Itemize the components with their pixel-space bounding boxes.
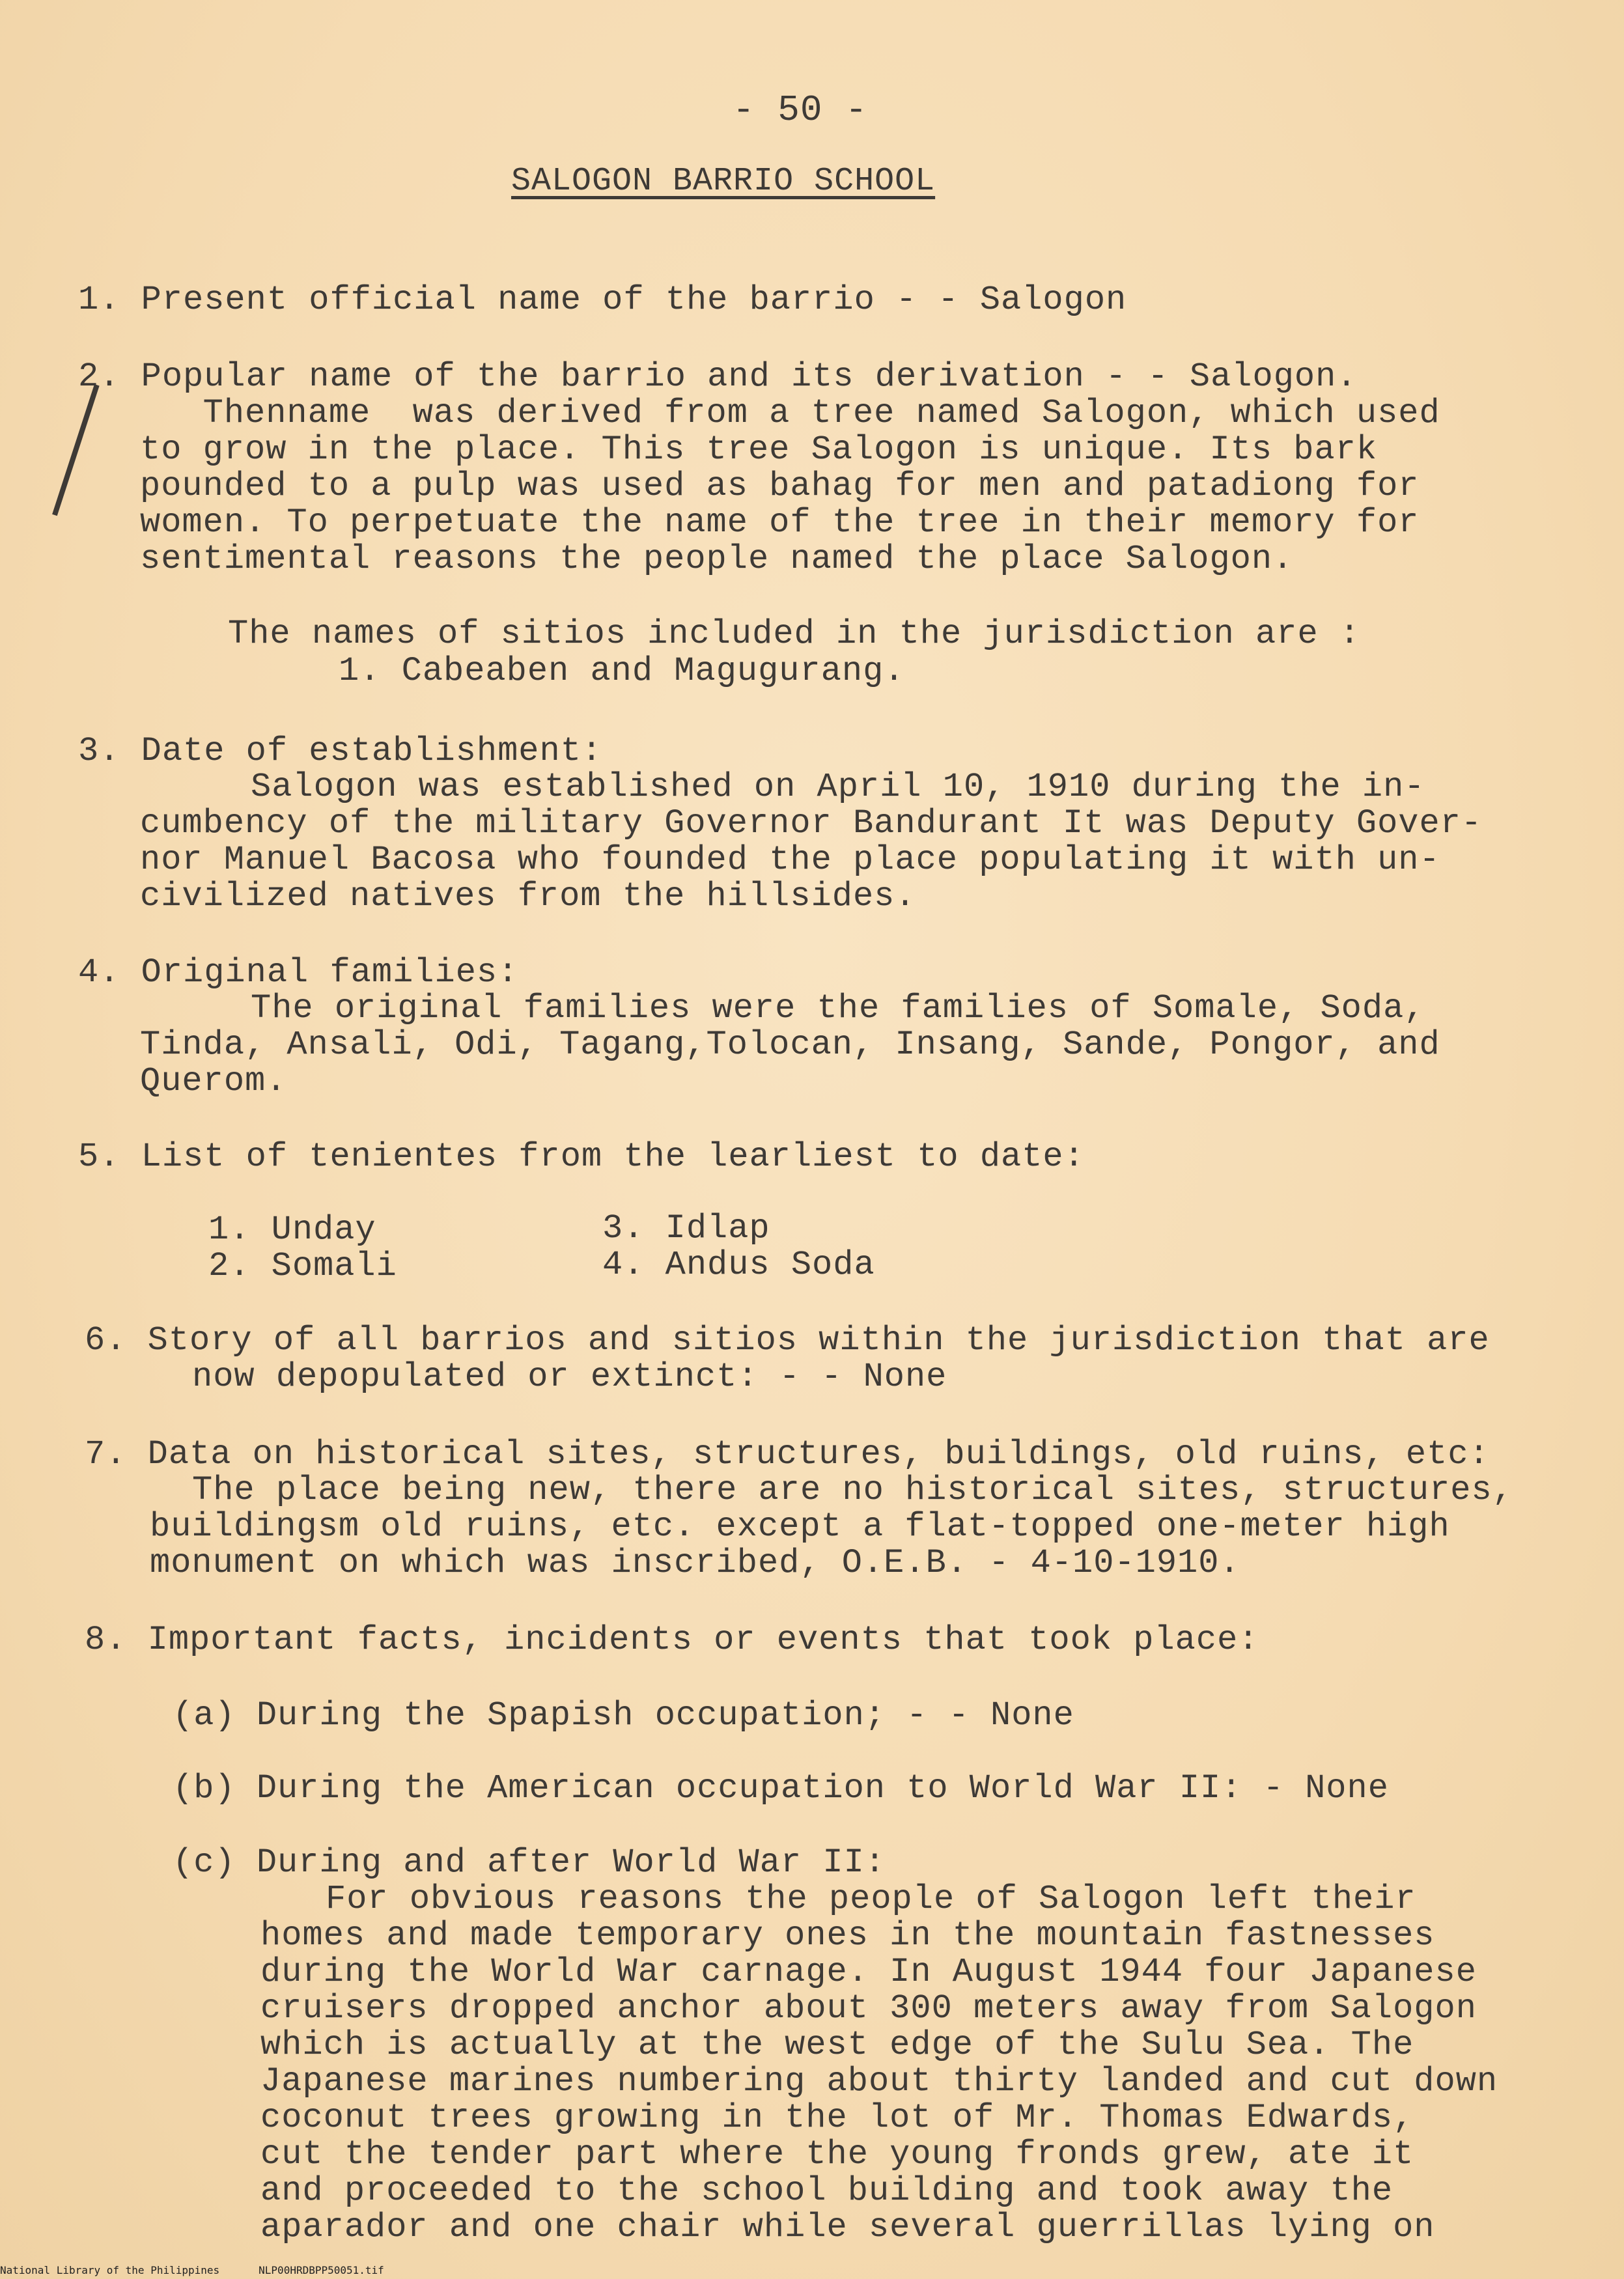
text-line: monument on which was inscribed, O.E.B. - 4-10-1910. xyxy=(150,1544,1240,1582)
list-item: 4. Andus Soda xyxy=(602,1246,875,1284)
list-item: 3. Idlap xyxy=(602,1209,770,1248)
text-line: pounded to a pulp was used as bahag for men and patadiong for xyxy=(140,467,1420,505)
text-line: Tinda, Ansali, Odi, Tagang,Tolocan, Insang, Sande, Pongor, and xyxy=(140,1026,1440,1064)
item-4: 4. Original families: xyxy=(78,953,519,992)
text-line: cut the tender part where the young fronds grew, ate it xyxy=(260,2135,1414,2174)
text-line: Querom. xyxy=(140,1062,287,1100)
text-line: The place being new, there are no historical sites, structures, xyxy=(192,1471,1513,1509)
text-line: buildingsm old ruins, etc. except a flat-topped one-meter high xyxy=(150,1507,1450,1546)
item-6: 6. Story of all barrios and sitios within the jurisdiction that are xyxy=(85,1321,1490,1360)
text-line: Salogon was established on April 10, 1910 during the in- xyxy=(251,768,1425,806)
text-line: sentimental reasons the people named the place Salogon. xyxy=(140,540,1294,578)
text-line: coconut trees growing in the lot of Mr. Thomas Edwards, xyxy=(260,2099,1414,2137)
text-line: The names of sitios included in the jurisdiction are : xyxy=(228,615,1361,653)
text-line: Thenname was derived from a tree named Salogon, which used xyxy=(140,394,1440,432)
subitem-a: (a) During the Spapish occupation; - - None xyxy=(173,1696,1074,1735)
item-5: 5. List of tenientes from the learliest to date: xyxy=(78,1138,1085,1176)
page-title: SALOGON BARRIO SCHOOL xyxy=(511,163,936,200)
text-line: civilized natives from the hillsides. xyxy=(140,877,916,916)
item-3: 3. Date of establishment: xyxy=(78,732,603,770)
text-line: Japanese marines numbering about thirty landed and cut down xyxy=(260,2062,1498,2101)
text-line: 1. Cabeaben and Magugurang. xyxy=(339,652,905,690)
text-line: cumbency of the military Governor Bandurant It was Deputy Gover- xyxy=(140,804,1483,843)
margin-mark xyxy=(52,384,100,516)
item-7: 7. Data on historical sites, structures, buildings, old ruins, etc: xyxy=(85,1435,1490,1474)
footer-library: National Library of the Philippines xyxy=(0,2264,220,2276)
scan-footer xyxy=(0,2265,423,2276)
text-line: and proceeded to the school building and took away the xyxy=(260,2172,1393,2210)
text-line: women. To perpetuate the name of the tree in their memory for xyxy=(140,503,1420,542)
text-line: which is actually at the west edge of the Sulu Sea. The xyxy=(260,2026,1414,2064)
item-1: 1. Present official name of the barrio - - Salogon xyxy=(78,281,1127,319)
text-line: aparador and one chair while several guerrillas lying on xyxy=(260,2208,1435,2246)
item-8: 8. Important facts, incidents or events that took place: xyxy=(85,1621,1259,1659)
text-line: now depopulated or extinct: - - None xyxy=(192,1358,947,1396)
text-line: during the World War carnage. In August 1944 four Japanese xyxy=(260,1953,1477,1991)
list-item: 2. Somali xyxy=(208,1247,397,1285)
text-line: homes and made temporary ones in the mountain fastnesses xyxy=(260,1916,1435,1955)
text-line: to grow in the place. This tree Salogon is unique. Its bark xyxy=(140,430,1378,469)
text-line: For obvious reasons the people of Salogon left their xyxy=(326,1880,1416,1918)
footer-file: NLP00HRDBPP50051.tif xyxy=(259,2264,384,2276)
page-number: - 50 - xyxy=(733,89,868,131)
text-line: The original families were the families of Somale, Soda, xyxy=(251,989,1425,1028)
subitem-c: (c) During and after World War II: xyxy=(173,1843,886,1882)
text-line: cruisers dropped anchor about 300 meters away from Salogon xyxy=(260,1989,1477,2028)
text-line: nor Manuel Bacosa who founded the place populating it with un- xyxy=(140,841,1440,879)
list-item: 1. Unday xyxy=(208,1210,376,1249)
item-2: 2. Popular name of the barrio and its derivation - - Salogon. xyxy=(78,357,1358,396)
subitem-b: (b) During the American occupation to World War II: - None xyxy=(173,1769,1389,1808)
